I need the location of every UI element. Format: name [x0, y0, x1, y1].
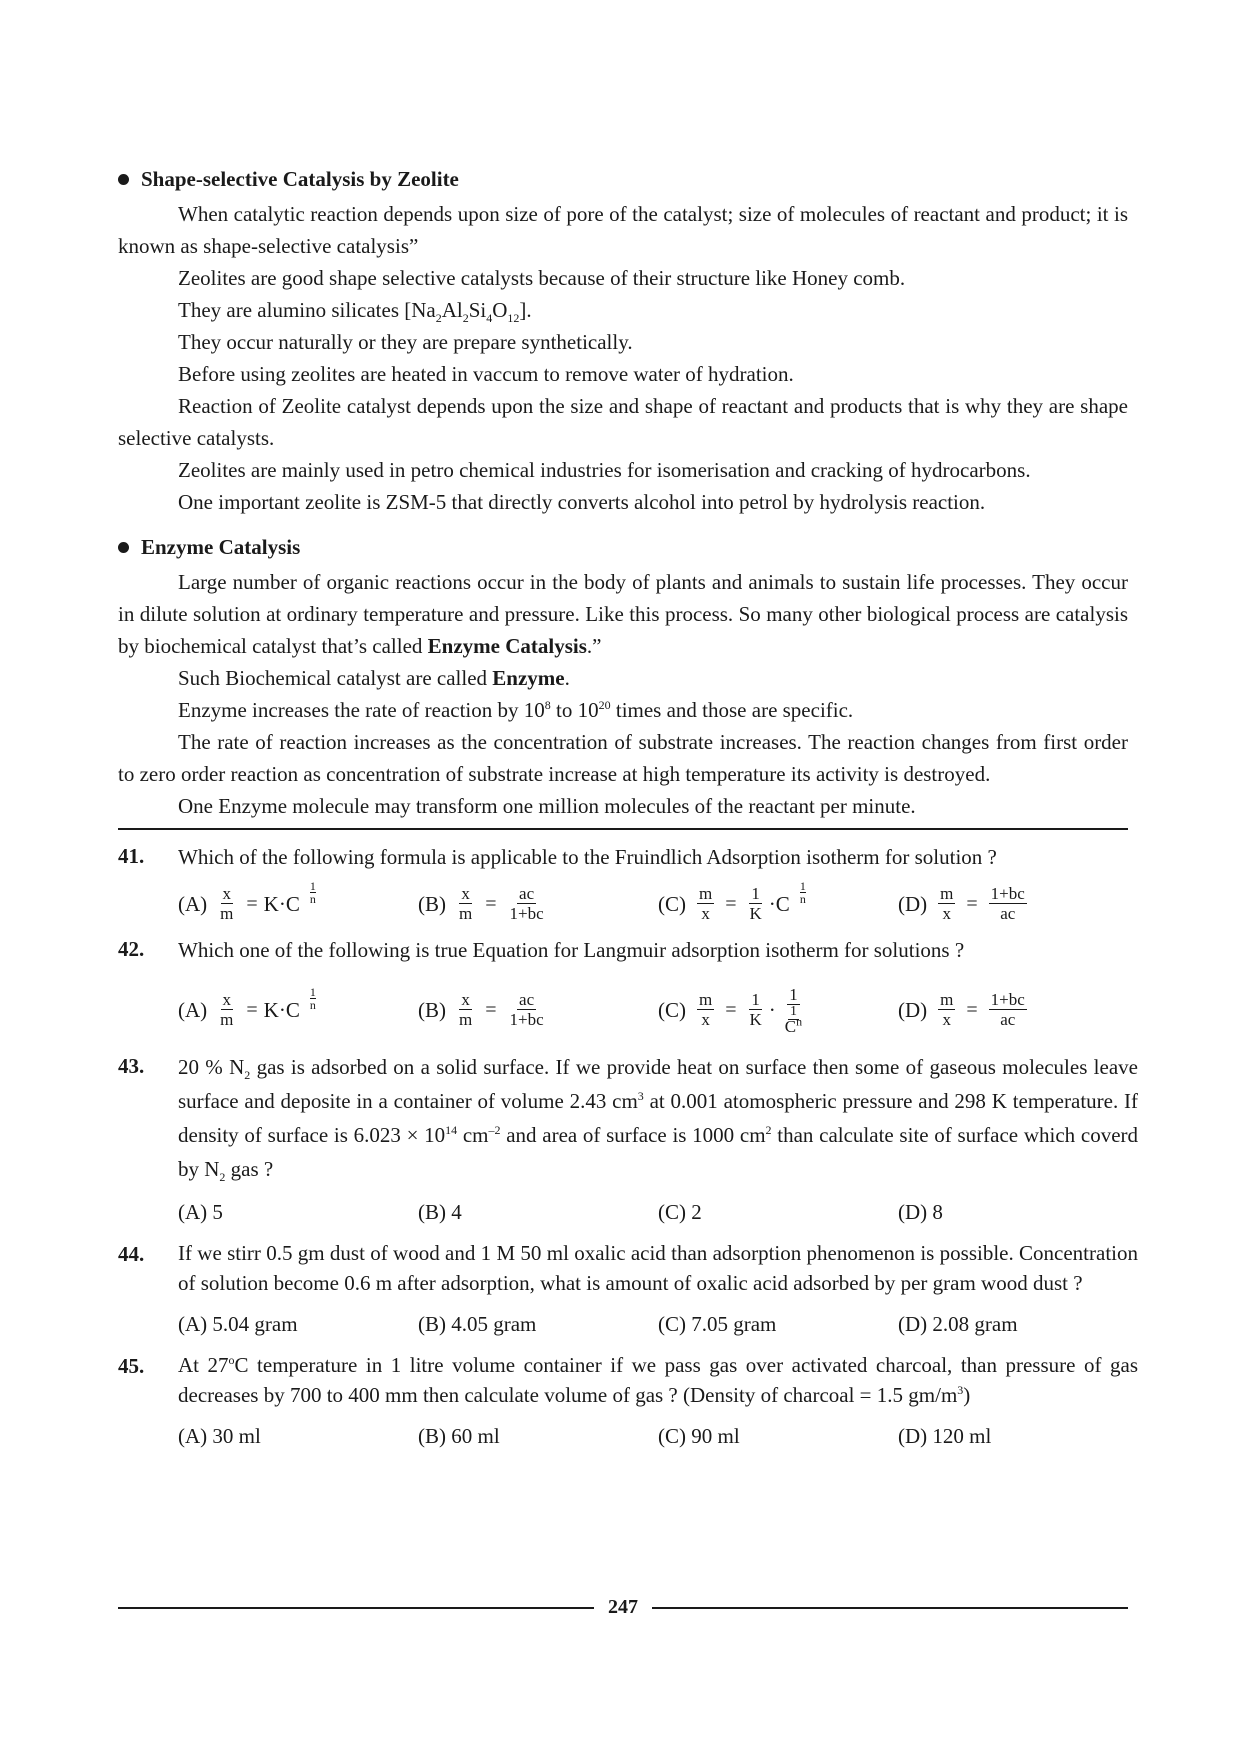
options-row: [178, 985, 1138, 1034]
question-number: 44.: [118, 1242, 145, 1266]
option-d[interactable]: (D) $\frac{m}{x}$ = $\frac{1+bc}{ac}$: [898, 884, 1025, 923]
question-42: [118, 933, 1128, 1036]
question-number: 42.: [118, 937, 145, 961]
footer-rule-right: [652, 1607, 1128, 1609]
question-text: At 27$^o$C temperature in 1 litre volume container if we pass gas over activated charcoal, than pressure of gas decreases by 700 to 400 mm then calculate volume of gas ? (Density of charcoal = 1.5 $gm/m^3$): [178, 1353, 1138, 1407]
option-a[interactable]: (A) $\frac{x}{m}$ = K·C 1 n: [178, 878, 316, 923]
bullet-icon: [118, 542, 129, 553]
page-footer: [118, 1596, 1128, 1619]
question-text: Which one of the following is true Equation for Langmuir adsorption isotherm for solutions ?: [178, 938, 965, 962]
option-d[interactable]: (D) 2.08 gram: [898, 1312, 1018, 1336]
option-c[interactable]: (C) 90 ml: [658, 1424, 740, 1448]
question-text: If we stirr 0.5 gm dust of wood and 1 M 50 ml oxalic acid than adsorption phenomenon is possible. Concentration of solution become 0.6 m after adsorption, what is amount of oxalic acid adsorbed by per gram wood dust ?: [178, 1241, 1138, 1295]
section-heading-enzyme: Enzyme Catalysis: [118, 532, 1128, 562]
option-b[interactable]: (B) 4: [418, 1200, 462, 1224]
option-d[interactable]: (D) 120 ml: [898, 1424, 992, 1448]
option-b[interactable]: (B) $\frac{x}{m}$ = $\frac{ac}{1+bc}$: [418, 990, 544, 1029]
bullet-icon: [118, 174, 129, 185]
options-row: [178, 878, 1138, 923]
option-d[interactable]: (D) 8: [898, 1200, 943, 1224]
paragraph: Reaction of Zeolite catalyst depends upon the size and shape of reactant and products that is why they are shape selective catalysts.: [118, 394, 1128, 450]
paragraph-formula: They are alumino silicates $[Na_2Al_2Si_4O_{12}]$.: [178, 298, 532, 326]
question-number: 45.: [118, 1354, 145, 1378]
question-43: [118, 1050, 1139, 1230]
section-divider: [118, 828, 1128, 830]
question-41: [118, 840, 1128, 925]
paragraph: Before using zeolites are heated in vaccum to remove water of hydration.: [178, 362, 794, 386]
paragraph: One important zeolite is ZSM-5 that directly converts alcohol into petrol by hydrolysis reaction.: [178, 490, 986, 514]
page-content: [118, 150, 1139, 1454]
options-row: [178, 1308, 1138, 1340]
option-c[interactable]: (C) 7.05 gram: [658, 1312, 777, 1336]
footer-rule-left: [118, 1607, 594, 1609]
question-number: 43.: [118, 1054, 145, 1078]
option-a[interactable]: (A) 30 ml: [178, 1424, 261, 1448]
paragraph: Zeolites are mainly used in petro chemical industries for isomerisation and cracking of hydrocarbons.: [178, 458, 1031, 482]
question-number: 41.: [118, 844, 145, 868]
question-text: 20 % $N_2$ gas is adsorbed on a solid surface. If we provide heat on surface then some of gaseous molecules leave surface and deposite in a container of volume 2.43 $cm^3$ at 0.001 atomospheric pressure and 298 K temperature. If density of surface is $6.023 \times 10^{14}$ $cm^{-2}$ and area of surface is 1000 $cm^2$ than calculate site of surface which coverd by $N_2$ gas ?: [178, 1055, 1139, 1185]
page-number: 247: [608, 1596, 638, 1618]
question-45: [118, 1350, 1138, 1454]
option-c[interactable]: (C) $\frac{m}{x}$ = $\frac{1}{K}$ · C 1 n: [658, 878, 806, 923]
options-row: [178, 1196, 1138, 1228]
section-heading-zeolite: Shape-selective Catalysis by Zeolite: [118, 164, 1128, 194]
option-a[interactable]: (A) 5.04 gram: [178, 1312, 298, 1336]
option-b[interactable]: (B) 60 ml: [418, 1424, 500, 1448]
paragraph: One Enzyme molecule may transform one million molecules of the reactant per minute.: [178, 794, 916, 818]
question-44: [118, 1238, 1138, 1342]
option-b[interactable]: (B) $\frac{x}{m}$ = $\frac{ac}{1+bc}$: [418, 884, 544, 923]
option-b[interactable]: (B) 4.05 gram: [418, 1312, 537, 1336]
option-c[interactable]: (C) 2: [658, 1200, 702, 1224]
paragraph: Such Biochemical catalyst are called Enzyme.: [178, 666, 570, 690]
option-a[interactable]: (A) 5: [178, 1200, 223, 1224]
paragraph: Large number of organic reactions occur in the body of plants and animals to sustain life processes. They occur in dilute solution at ordinary temperature and pressure. Like this process. So many other biological process are catalysis by biochemical catalyst that’s called Enzyme Catalysis.”: [118, 570, 1128, 658]
options-row: [178, 1420, 1138, 1452]
question-text: Which of the following formula is applicable to the Fruindlich Adsorption isotherm for solution ?: [178, 845, 997, 869]
paragraph: Enzyme increases the rate of reaction by $10^8$ to $10^{20}$ times and those are specific.: [178, 698, 854, 722]
paragraph: Zeolites are good shape selective catalysts because of their structure like Honey comb.: [178, 266, 906, 290]
paragraph: When catalytic reaction depends upon size of pore of the catalyst; size of molecules of reactant and product; it is known as shape-selective catalysis”: [118, 202, 1128, 258]
option-d[interactable]: (D) $\frac{m}{x}$ = $\frac{1+bc}{ac}$: [898, 990, 1025, 1029]
paragraph: The rate of reaction increases as the concentration of substrate increases. The reaction changes from first order to zero order reaction as concentration of substrate increase at high temperature its activity is destroyed.: [118, 730, 1128, 786]
paragraph: They occur naturally or they are prepare synthetically.: [178, 330, 633, 354]
option-a[interactable]: (A) $\frac{x}{m}$ = K·C 1 n: [178, 984, 316, 1029]
option-c[interactable]: (C) $\frac{m}{x}$ = $\frac{1}{K}$ · $\frac{1}{\frac{1}{C^n}}$: [658, 985, 803, 1036]
